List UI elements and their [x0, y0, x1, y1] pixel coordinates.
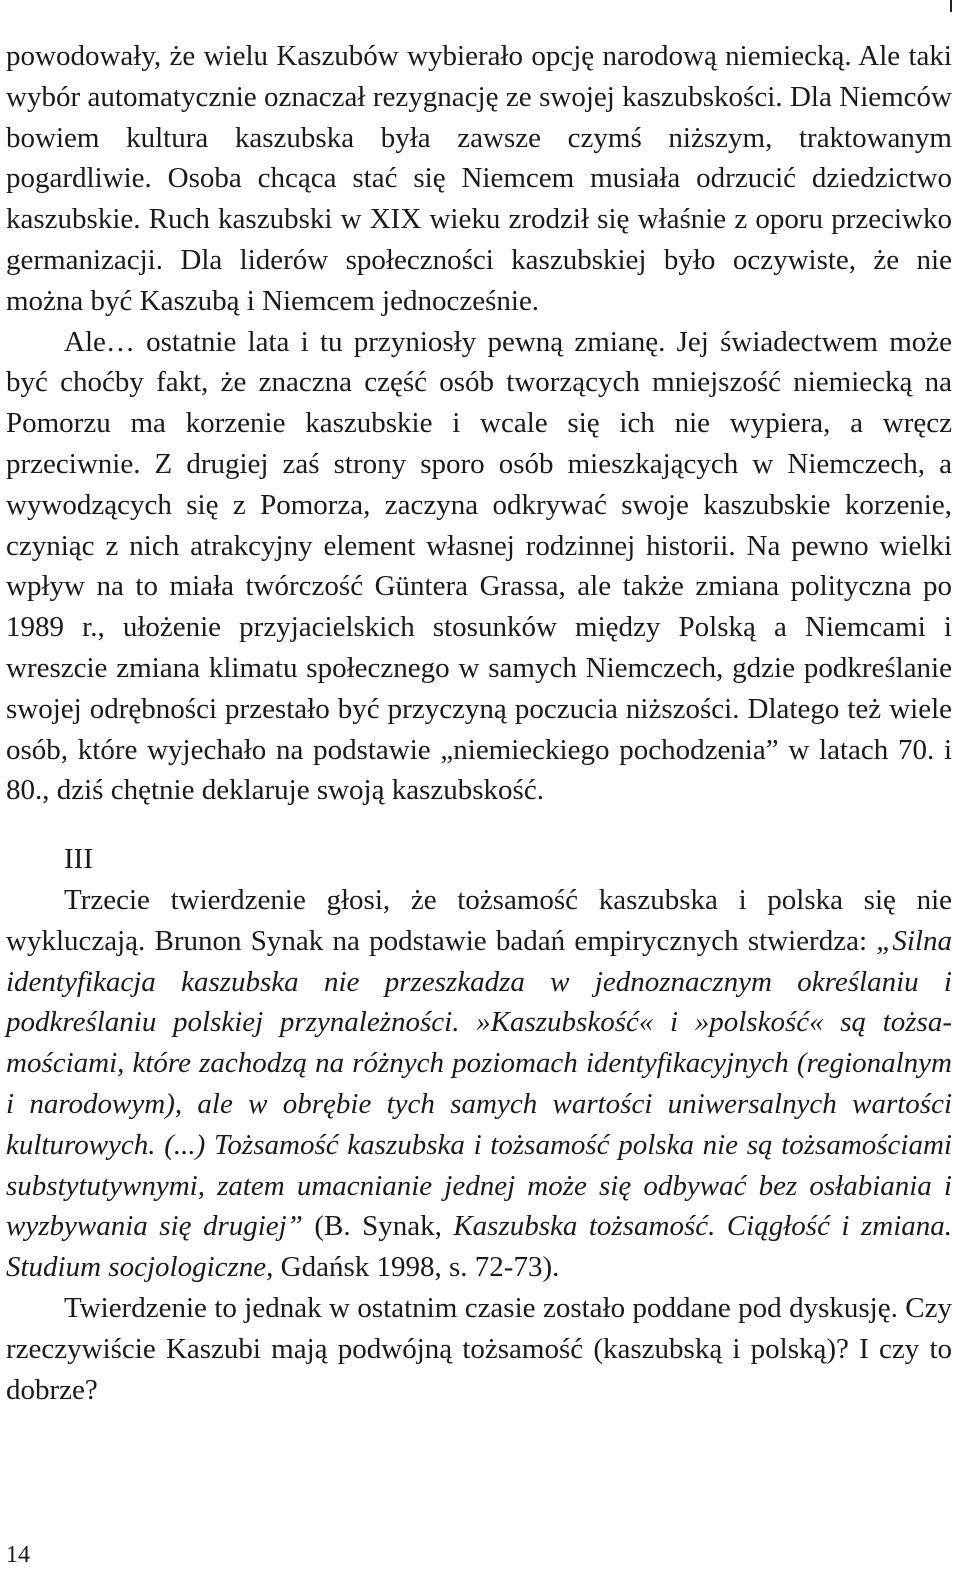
- paragraph: Twierdzenie to jednak w ostatnim czasie zostało poddane pod dyskusję. Czy rzeczywiście Kaszubi mają podwójną tożsamość (kaszubską i polską)? I czy to dobrze?: [6, 1291, 952, 1406]
- citation-details: , Gdańsk 1998, s. 72-73).: [266, 1251, 560, 1284]
- paragraph: Ale… ostatnie lata i tu przyniosły pewną zmianę. Jej świadectwem może być choćby fakt, że znaczna część osób tworzących mniejszość niemiecką na Pomorzu ma korzenie kaszubskie i wcale się ich nie wypiera, a wręcz przeciwnie. Z drugiej zaś strony sporo osób mieszkających w Niemczech, a wywodzących się z Pomorza, zaczyna odkrywać swoje kaszubskie korzenie, czyniąc z nich atrakcyjny element własnej rodzinnej historii. Na pewno wielki wpływ na to miała twórczość Güntera Grassa, ale także zmiana polityczna po 1989 r., ułożenie przyjacielskich stosunków między Polską a Niemcami i wreszcie zmiana klimatu społecznego w samych Niemczech, gdzie podkreślanie swojej odrębności przestało być przyczyną poczucia niższości. Dlatego też wiele osób, które wyjechało na podstawie „niemieckiego pochodzenia” w latach 70. i 80., dziś chętnie deklaruje swoją kaszubskość.: [6, 325, 952, 807]
- page-number: 14: [6, 1542, 30, 1568]
- top-edge-mark: [950, 0, 952, 12]
- paragraph-continued: powodowały, że wielu Kaszubów wybierało opcję narodową niemiecką. Ale taki wybór automatycznie oznaczał rezygnację ze swojej kaszubskości. Dla Niemców bowiem kultura kaszubska była zawsze czymś niższym, traktowanym pogardliwie. Osoba chcąca stać się Niemcem musiała odrzucić dziedzictwo kaszubskie. Ruch kaszubski w XIX wieku zrodził się właśnie z oporu przeciwko germanizacji. Dla liderów społeczności kaszubskiej było oczywiste, że nie można być Kaszubą i Niemcem jednocześnie.: [6, 40, 952, 317]
- block-quote: „Silna identyfikacja kaszubska nie przeszkadza w jednoznacznym określaniu i podkreślaniu polskiej przynależności. »Kaszubskość« i »polskość« są tożsamościami, które zachodzą na różnych poziomach identyfikacyjnych (regionalnym i narodowym), ale w obrębie tych samych wartości uniwersalnych wartości kulturowych. (...) Tożsamość kaszubska i tożsamość polska nie są tożsamościami substytutywnymi, zatem umacnianie jednej może się odbywać bez osłabiania i wyzbywania się drugiej”: [6, 924, 952, 1243]
- citation-title: Kaszubska tożsamość. Ciągłość i zmiana. Studium socjologiczne: [6, 1210, 952, 1284]
- section-heading: III: [64, 843, 93, 876]
- citation-open: (B. Synak,: [302, 1210, 454, 1243]
- paragraph-lead: Trzecie twierdzenie głosi, że tożsamość kaszubska i polska się nie wykluczają. Brunon Synak na podstawie badań empirycznych stwierdza:: [6, 883, 952, 957]
- paragraph-with-quote: [6, 880, 952, 1288]
- body-text: [6, 36, 952, 1410]
